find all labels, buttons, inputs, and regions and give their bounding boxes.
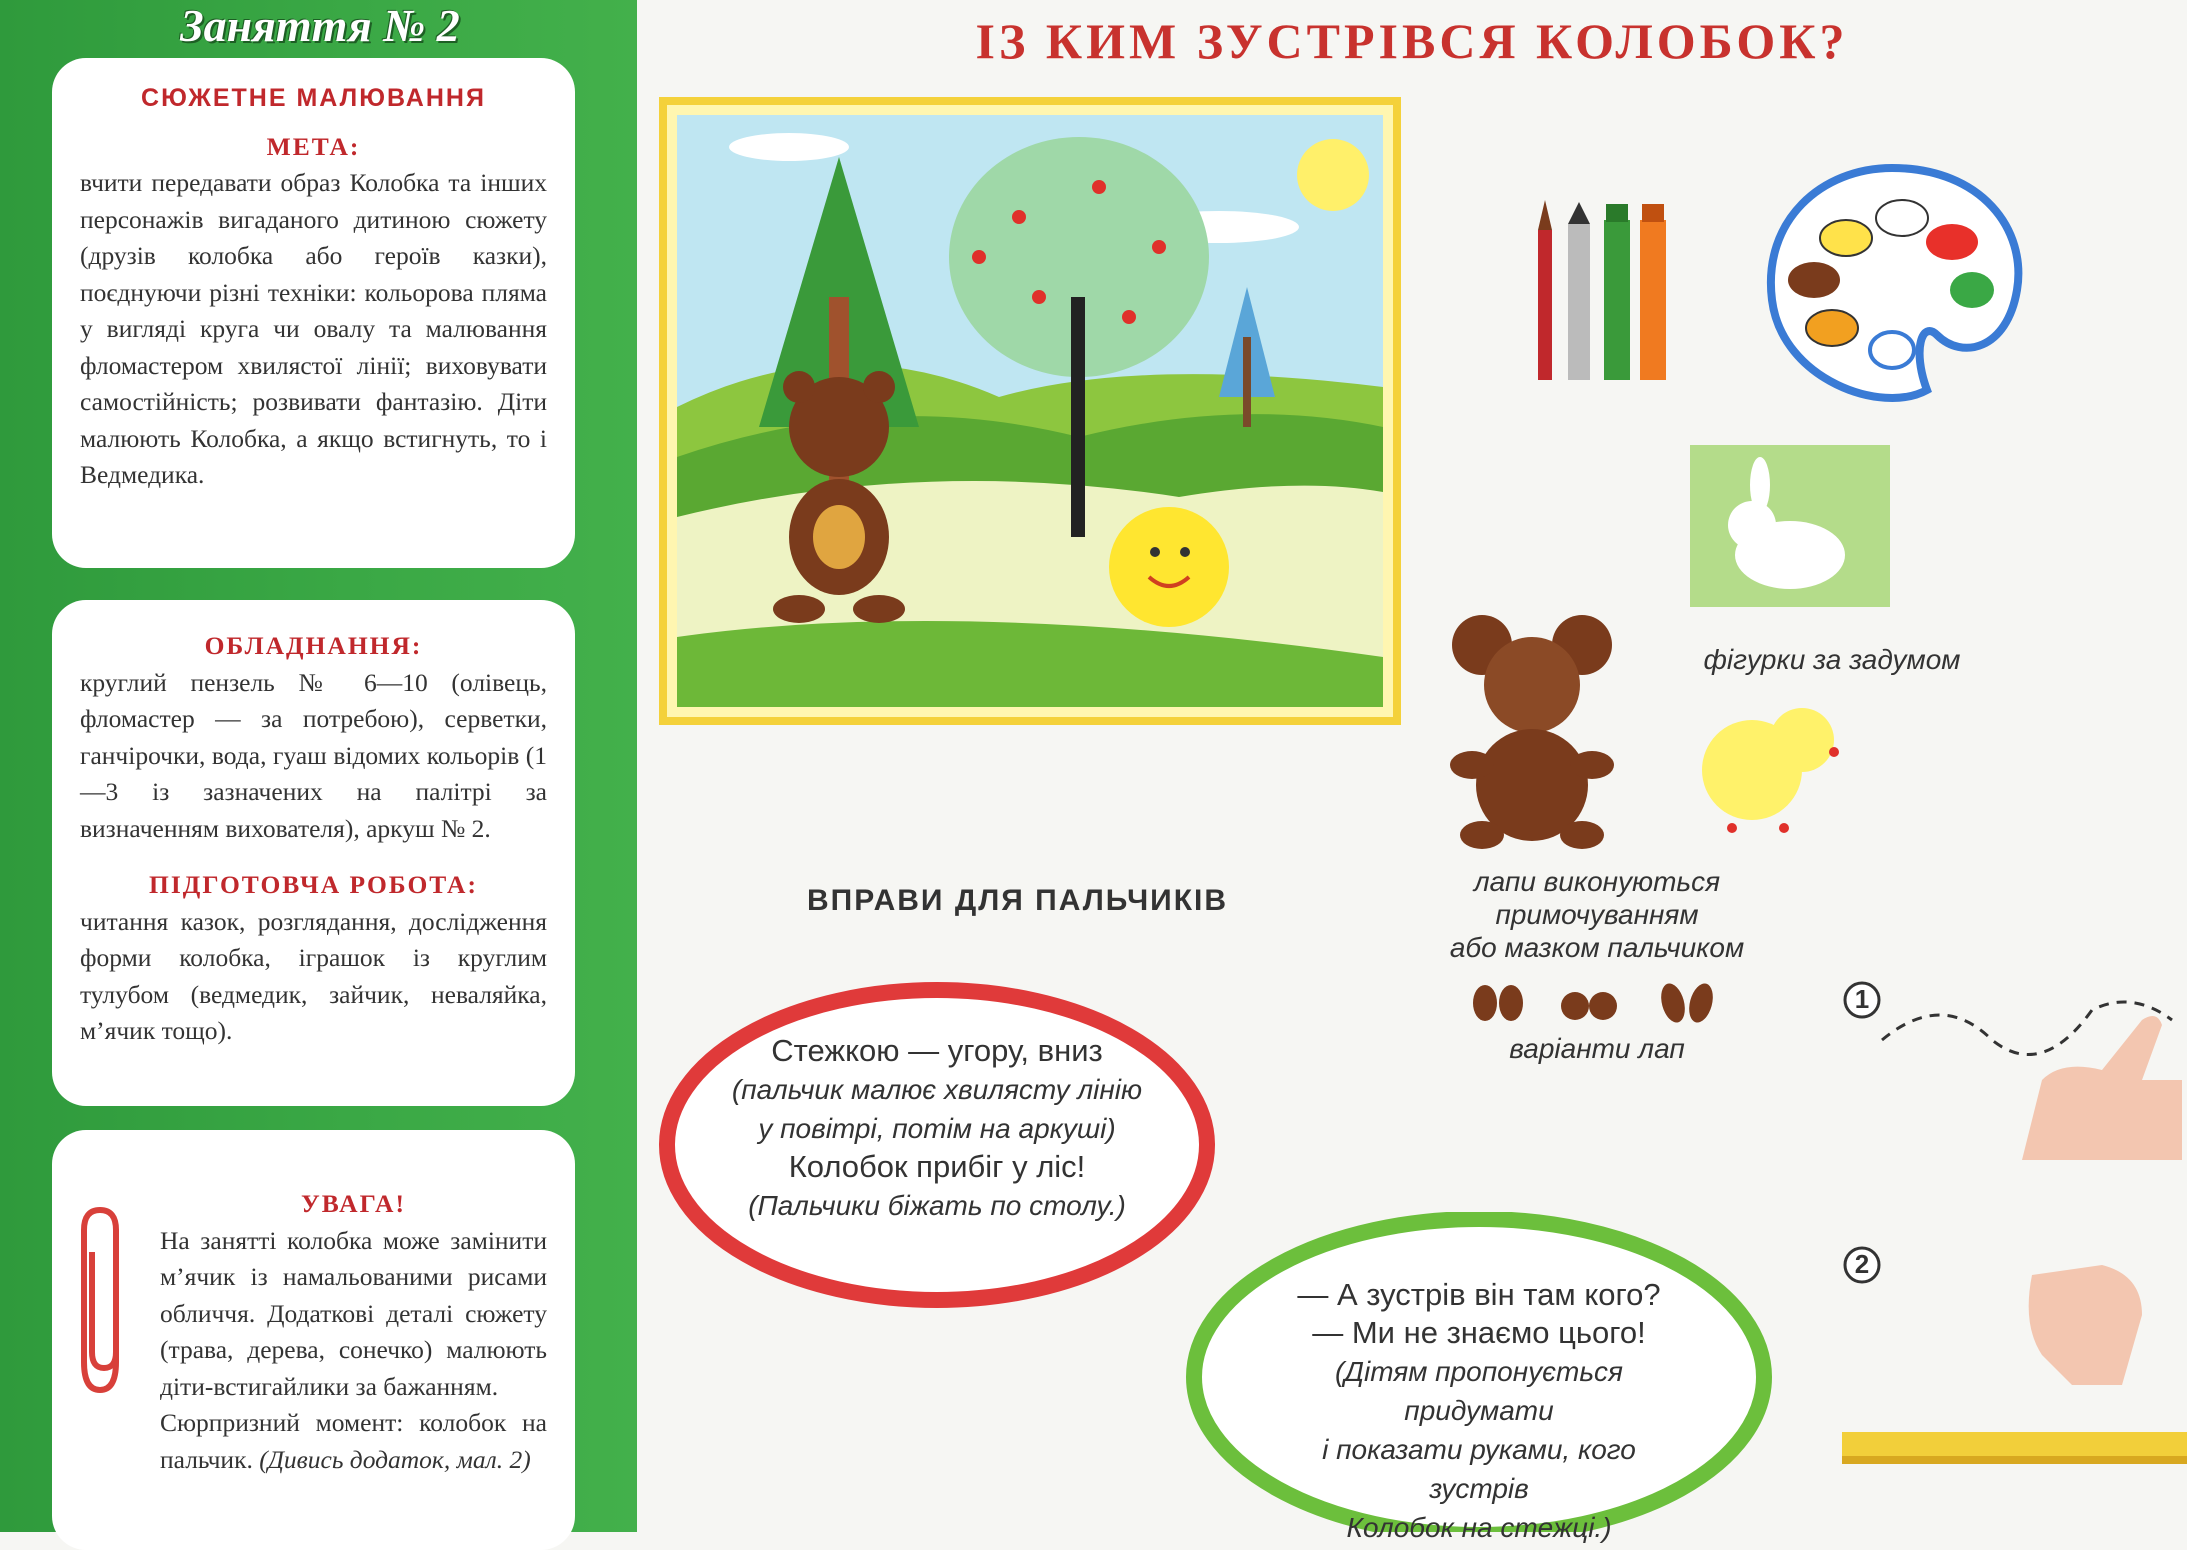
surprise-text: Сюрпризний момент: колобок на пальчик. (Дивись додаток, мал. 2) — [160, 1408, 547, 1474]
verse1-text: Стежкою — угору, вниз (пальчик малює хвилясту лінію у повітрі, потім на аркуші) Колобок прибіг у ліс! (Пальчики біжать по столу.) — [731, 1033, 1143, 1221]
hand-icon — [2022, 1016, 2182, 1160]
goal-card — [52, 58, 575, 568]
page-title: ІЗ КИМ ЗУСТРІВСЯ КОЛОБОК? — [975, 13, 1849, 69]
pencils-icon — [1532, 200, 1692, 380]
palette-icon — [1762, 160, 2032, 420]
prep-heading: ПІДГОТОВЧА РОБОТА: — [149, 870, 478, 899]
equipment-heading: ОБЛАДНАННЯ: — [204, 631, 423, 660]
kolobok-icon — [1109, 507, 1229, 627]
attention-card — [52, 1130, 575, 1550]
lesson-number: Заняття № 2 — [180, 0, 460, 51]
equipment-card — [52, 600, 575, 1106]
rabbit-stencil-icon — [1690, 445, 1890, 607]
equipment-text: круглий пензель № 6—10 (олівець, фломастер — за потребою), серветки, ганчірочки, вода, гуаш відомих кольорів (1—3 із зазначених на палітрі за визначенням вихователя), аркуш № 2. — [80, 667, 547, 843]
paperclip-icon — [74, 1202, 134, 1402]
goal-heading: МЕТА: — [266, 131, 361, 161]
step2-illustration — [1842, 1245, 2187, 1405]
prep-text: читання казок, розглядання, дослідження форми колобка, іграшок із круглим тулубом (ведмедик, зайчик, неваляйка, м’ячик тощо). — [80, 906, 547, 1045]
attention-text: На занятті колобка може замінити м’ячик із намальованими рисами обличчя. Додаткові деталі сюжету (трава, дерева, сонечко) малюють діти-встигайлики за бажанням. — [160, 1225, 547, 1401]
sidebar — [0, 0, 637, 1532]
step1-number: 1 — [1854, 984, 1870, 1014]
step2-number: 2 — [1854, 1249, 1870, 1279]
main-content — [637, 0, 2187, 1543]
chick-figure-icon — [1692, 690, 1852, 840]
sun-icon — [1297, 139, 1369, 211]
verse2-text: — А зустрів він там кого? — Ми не знаємо цього! (Дітям пропонується придумати і показати руками, кого зустрів Колобок на стежці.) — [1297, 1277, 1661, 1543]
step1-illustration — [1842, 980, 2187, 1160]
attention-heading: УВАГА! — [301, 1189, 406, 1218]
table-icon — [1842, 1432, 2187, 1464]
bear-figure-icon — [1442, 615, 1622, 855]
topic-heading: СЮЖЕТНЕ МАЛЮВАННЯ — [141, 84, 486, 112]
scene-illustration — [659, 97, 1401, 725]
goal-text: вчити передавати образ Колобка та інших персонажів вигаданого дитиною сюжету (друзів колобка або героїв казки), поєднуючи різні техніки: кольорова пляма у вигляді круга чи овалу та малювання фломастером хвилястої лінії; виховувати самостійність; розвивати фантазію. Діти малюють Колобка, а якщо встигнуть, то і Ведмедика. — [80, 168, 547, 489]
paw-variants-label: варіанти лап — [1509, 1033, 1685, 1064]
exercises-title: ВПРАВИ ДЛЯ ПАЛЬЧИКІВ — [807, 884, 1229, 917]
figures-label: фігурки за задумом — [1703, 644, 1961, 675]
hand-icon — [2029, 1265, 2142, 1385]
paws-label: лапи виконуються примочуванням або мазком пальчиком — [1449, 866, 1745, 963]
paw-variants-icon — [1467, 980, 1727, 1026]
